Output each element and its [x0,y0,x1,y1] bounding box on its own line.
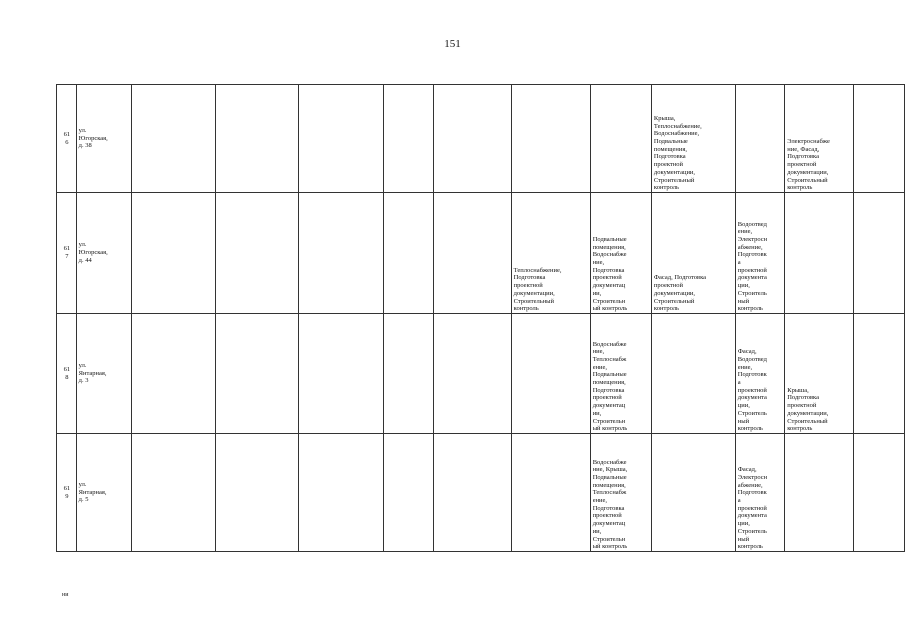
work-cell: Теплоснабжение, Подготовка проектной документации, Строительный контроль [511,193,590,314]
empty-cell [383,193,433,314]
empty-cell [383,434,433,552]
row-number: 61 9 [57,434,77,552]
empty-cell [383,85,433,193]
work-cell: Электроснабже ние, Фасад, Подготовка проектной документации, Строительный контроль [785,85,854,193]
work-cell: Фасад, Подготовка проектной документации, Строительный контроль [651,193,735,314]
empty-cell [299,193,383,314]
empty-cell [434,434,511,552]
row-number: 61 6 [57,85,77,193]
empty-cell [383,314,433,434]
empty-cell [131,434,215,552]
empty-cell [434,85,511,193]
empty-cell [854,193,905,314]
work-cell [651,314,735,434]
empty-cell [854,434,905,552]
work-cell: Крыша, Теплоснабжение, Водоснабжение, Подвальные помещения, Подготовка проектной документации, Строительный контроль [651,85,735,193]
empty-cell [299,434,383,552]
empty-cell [299,85,383,193]
work-cell [511,85,590,193]
work-cell [651,434,735,552]
work-cell [785,193,854,314]
work-cell: Подвальные помещения, Водоснабже ние, Подготовка проектной документац ии, Строительн ый контроль [590,193,651,314]
empty-cell [854,85,905,193]
empty-cell [131,314,215,434]
work-cell [785,434,854,552]
row-number: 61 8 [57,314,77,434]
row-number: 61 7 [57,193,77,314]
table-row [57,434,905,552]
work-cell: Крыша, Подготовка проектной документации, Строительный контроль [785,314,854,434]
empty-cell [131,193,215,314]
address-cell: ул. Янтарная, д. 5 [76,434,131,552]
empty-cell [216,85,299,193]
empty-cell [216,434,299,552]
table-row [57,314,905,434]
table-row [57,85,905,193]
page-number: 151 [444,38,461,50]
work-cell: Фасад, Водоотвед ение, Подготовк а проектной документа ции, Строитель ный контроль [735,314,784,434]
address-cell: ул. Югорская, д. 44 [76,193,131,314]
footer-mark: ни [62,592,69,598]
empty-cell [131,85,215,193]
work-cell [511,314,590,434]
work-cell: Фасад, Электросн абжение, Подготовк а проектной документа ции, Строитель ный контроль [735,434,784,552]
empty-cell [434,193,511,314]
empty-cell [216,314,299,434]
work-cell: Водоснабже ние, Крыша, Подвальные помещения, Теплоснабж ение, Подготовка проектной документац ии, Строительн ый контроль [590,434,651,552]
repair-schedule-table [56,84,905,552]
empty-cell [854,314,905,434]
work-cell: Водоснабже ние, Теплоснабж ение, Подвальные помещения, Подготовка проектной документац ии, Строительн ый контроль [590,314,651,434]
table-row [57,193,905,314]
work-cell [590,85,651,193]
address-cell: ул. Янтарная, д. 3 [76,314,131,434]
work-cell: Водоотвед ение, Электросн абжение, Подготовк а проектной документа ции, Строитель ный контроль [735,193,784,314]
empty-cell [299,314,383,434]
work-cell [511,434,590,552]
work-cell [735,85,784,193]
empty-cell [216,193,299,314]
address-cell: ул. Югорская, д. 38 [76,85,131,193]
empty-cell [434,314,511,434]
